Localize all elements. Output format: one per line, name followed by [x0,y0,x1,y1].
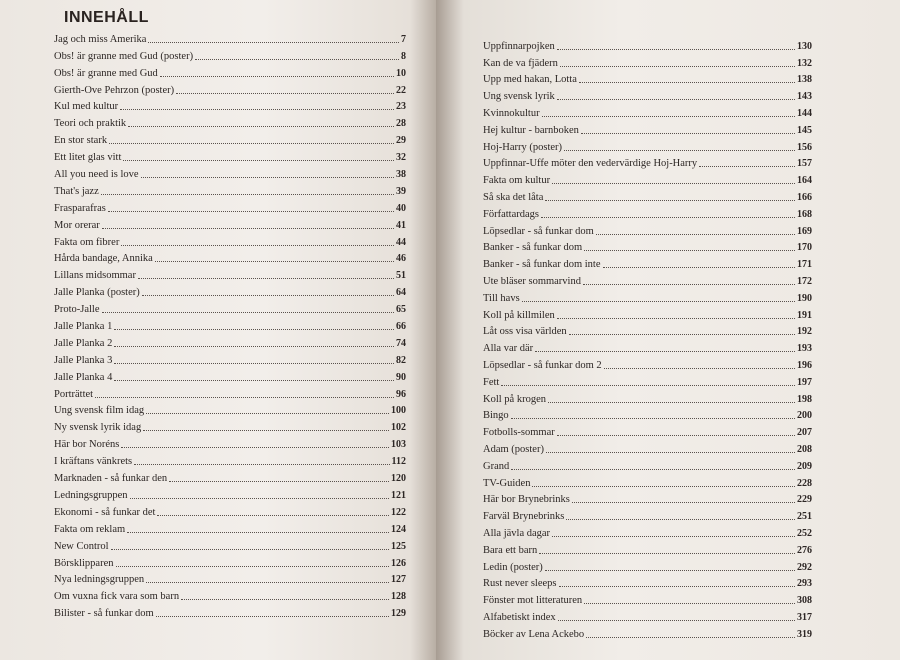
toc-entry [483,624,812,641]
toc-list-right [483,36,812,641]
dot-leader [557,49,795,50]
dot-leader [156,616,389,617]
toc-entry-page-number: 96 [396,388,406,400]
toc-entry-title: Proto-Jalle [54,304,100,316]
dot-leader [584,250,795,251]
toc-entry-page-number: 127 [391,574,406,586]
toc-entry-page-number: 29 [396,135,406,147]
toc-entry-page-number: 112 [391,456,406,468]
toc-entry [483,120,812,137]
dot-leader [128,126,394,127]
toc-entry-page-number: 100 [391,405,406,417]
toc-entry-page-number: 132 [797,57,812,69]
toc-entry-title: Löpsedlar - så funkar dom [483,225,594,237]
toc-entry-page-number: 64 [396,287,406,299]
toc-entry-title: TV-Guiden [483,477,531,489]
dot-leader [545,570,795,571]
dot-leader [532,486,795,487]
dot-leader [552,536,795,537]
toc-entry-page-number: 164 [797,175,812,187]
toc-entry-page-number: 209 [797,460,812,472]
toc-entry-title: Jalle Planka 4 [54,371,113,383]
toc-entry [54,350,406,367]
dot-leader [548,402,795,403]
toc-entry-page-number: 138 [797,74,812,86]
toc-entry-page-number: 193 [797,343,812,355]
toc-entry [483,271,812,288]
toc-entry-title: Ung svensk lyrik [483,91,555,103]
toc-entry-page-number: 196 [797,359,812,371]
toc-entry-page-number: 171 [797,259,812,271]
toc-entry-title: Gierth-Ove Pehrzon (poster) [54,84,175,96]
toc-entry-page-number: 207 [797,427,812,439]
toc-entry-page-number: 192 [797,326,812,338]
toc-entry-title: Låt oss visa världen [483,326,567,338]
toc-entry [54,265,406,282]
dot-leader [535,351,795,352]
toc-entry [483,456,812,473]
toc-entry-title: Kul med kultur [54,101,119,113]
toc-entry-title: Lillans midsommar [54,270,136,282]
toc-entry [483,305,812,322]
dot-leader [195,59,399,60]
dot-leader [114,363,394,364]
dot-leader [95,397,394,398]
toc-entry-page-number: 292 [797,561,812,573]
toc-entry-title: Jalle Planka 2 [54,337,113,349]
toc-entry-title: Grand [483,460,510,472]
toc-entry [54,519,406,536]
toc-entry-title: En stor stark [54,135,108,147]
toc-entry [483,322,812,339]
toc-entry [483,254,812,271]
toc-entry [54,130,406,147]
toc-entry [54,232,406,249]
toc-entry [54,97,406,114]
toc-entry [54,485,406,502]
toc-entry-page-number: 38 [396,169,406,181]
dot-leader [545,200,795,201]
toc-entry-page-number: 28 [396,118,406,130]
toc-entry [483,338,812,355]
toc-entry-title: Fotbolls-sommar [483,427,555,439]
toc-entry-page-number: 46 [396,253,406,265]
toc-entry [54,536,406,553]
toc-entry-page-number: 102 [391,422,406,434]
toc-entry-page-number: 319 [797,628,812,640]
toc-entry-title: Obs! är granne med Gud [54,67,158,79]
dot-leader [121,245,394,246]
toc-entry [483,137,812,154]
toc-entry [483,540,812,557]
dot-leader [584,603,795,604]
toc-entry-title: Adam (poster) [483,443,544,455]
toc-entry-page-number: 90 [396,371,406,383]
toc-entry-page-number: 252 [797,527,812,539]
dot-leader [581,133,795,134]
toc-entry-page-number: 103 [391,439,406,451]
toc-entry-page-number: 317 [797,611,812,623]
toc-entry [483,187,812,204]
toc-entry-title: Alfabetiskt index [483,611,556,623]
dot-leader [511,418,795,419]
toc-entry-title: Alla jävla dagar [483,527,551,539]
dot-leader [116,566,390,567]
toc-entry [54,164,406,181]
toc-entry-page-number: 200 [797,410,812,422]
toc-entry-title: Hej kultur - barnboken [483,124,579,136]
dot-leader [130,498,390,499]
toc-entry-title: Teori och praktik [54,118,127,130]
toc-entry-title: Fönster mot litteraturen [483,595,583,607]
toc-entry-title: Löpsedlar - så funkar dom 2 [483,359,602,371]
toc-entry-title: Alla var där [483,343,534,355]
left-page [0,0,436,660]
toc-entry [483,372,812,389]
toc-entry [54,299,406,316]
toc-entry-page-number: 276 [797,544,812,556]
toc-entry-page-number: 10 [396,67,406,79]
dot-leader [522,301,795,302]
toc-entry-title: Jalle Planka 3 [54,354,113,366]
toc-entry-page-number: 144 [797,107,812,119]
dot-leader [141,177,394,178]
toc-entry-title: Banker - så funkar dom [483,242,583,254]
toc-entry [54,29,406,46]
toc-entry [483,574,812,591]
toc-entry-title: Ny svensk lyrik idag [54,422,142,434]
toc-entry [54,603,406,620]
dot-leader [604,368,795,369]
dot-leader [114,346,394,347]
toc-entry-page-number: 170 [797,242,812,254]
toc-entry-page-number: 145 [797,124,812,136]
toc-entry-page-number: 251 [797,511,812,523]
toc-entry-page-number: 157 [797,158,812,170]
toc-entry-page-number: 130 [797,40,812,52]
toc-entry-title: Fett [483,376,500,388]
toc-entry-title: Mor orerar [54,219,100,231]
toc-entry-title: Rust never sleeps [483,578,557,590]
toc-entry [483,506,812,523]
toc-entry [54,63,406,80]
toc-entry-page-number: 74 [396,337,406,349]
toc-entry-page-number: 82 [396,354,406,366]
dot-leader [596,234,795,235]
toc-entry-title: Fakta om kultur [483,175,551,187]
dot-leader [560,66,795,67]
toc-entry-title: Jalle Planka (poster) [54,287,140,299]
dot-leader [121,447,389,448]
dot-leader [160,76,394,77]
dot-leader [138,278,394,279]
toc-entry-title: Frasparafras [54,202,106,214]
toc-entry [483,473,812,490]
toc-entry [483,523,812,540]
toc-entry-title: Om vuxna fick vara som barn [54,591,180,603]
toc-entry-title: Bilister - så funkar dom [54,608,154,620]
toc-entry-title: Uppfinnarpojken [483,40,555,52]
dot-leader [127,532,389,533]
toc-entry-page-number: 198 [797,393,812,405]
toc-entry-title: All you need is love [54,169,139,181]
toc-entry [483,288,812,305]
toc-entry [483,70,812,87]
toc-entry [483,86,812,103]
toc-entry-page-number: 22 [396,84,406,96]
toc-entry-page-number: 40 [396,202,406,214]
toc-entry-page-number: 156 [797,141,812,153]
toc-entry-title: Obs! är granne med Gud (poster) [54,50,194,62]
dot-leader [511,469,795,470]
toc-entry-page-number: 229 [797,494,812,506]
dot-leader [111,549,389,550]
toc-entry [483,490,812,507]
dot-leader [109,143,394,144]
toc-entry-title: Farväl Brynebrinks [483,511,565,523]
toc-entry-page-number: 128 [391,591,406,603]
toc-entry-title: Jalle Planka 1 [54,321,113,333]
dot-leader [557,318,795,319]
toc-entry-page-number: 51 [396,270,406,282]
toc-list-left [54,29,406,620]
toc-entry-title: Här bor Brynebrinks [483,494,570,506]
toc-entry-title: Bara ett barn [483,544,538,556]
toc-entry-page-number: 172 [797,275,812,287]
toc-entry-title: Ett litet glas vitt [54,152,122,164]
toc-entry-title: Kvinnokultur [483,107,540,119]
toc-entry [54,451,406,468]
toc-entry [54,113,406,130]
toc-entry-title: Bingo [483,410,509,422]
toc-entry-title: Uppfinnar-Uffe möter den vedervärdige Hoj-Harry [483,158,698,170]
toc-entry [54,316,406,333]
toc-entry-title: Porträttet [54,388,94,400]
dot-leader [541,217,795,218]
toc-entry [483,221,812,238]
dot-leader [101,194,394,195]
dot-leader [564,150,795,151]
toc-entry [483,439,812,456]
toc-entry-page-number: 129 [391,608,406,620]
toc-entry [483,389,812,406]
toc-entry-title: Här bor Noréns [54,439,120,451]
toc-entry-title: Ekonomi - så funkar det [54,506,156,518]
toc-entry [54,333,406,350]
toc-entry [54,147,406,164]
toc-entry-title: Fakta om fibrer [54,236,120,248]
toc-entry [54,468,406,485]
toc-entry-title: Hoj-Harry (poster) [483,141,563,153]
dot-leader [123,160,394,161]
dot-leader [181,599,389,600]
toc-entry-title: Koll på killmilen [483,309,555,321]
dot-leader [579,82,795,83]
toc-entry-page-number: 39 [396,185,406,197]
dot-leader [155,261,394,262]
toc-entry [483,590,812,607]
dot-leader [176,93,394,94]
toc-entry-title: I kräftans vänkrets [54,456,133,468]
toc-entry-page-number: 308 [797,595,812,607]
toc-entry-page-number: 166 [797,191,812,203]
toc-entry-title: Jag och miss Amerika [54,33,147,45]
toc-entry-page-number: 125 [391,540,406,552]
toc-entry [54,401,406,418]
dot-leader [557,435,795,436]
dot-leader [586,637,795,638]
toc-entry-title: Till havs [483,292,520,304]
dot-leader [566,519,795,520]
toc-entry-page-number: 44 [396,236,406,248]
dot-leader [572,502,795,503]
toc-entry [483,53,812,70]
dot-leader [603,267,795,268]
dot-leader [542,116,795,117]
toc-entry-title: Banker - så funkar dom inte [483,259,601,271]
toc-entry-title: Ledningsgruppen [54,489,128,501]
toc-entry-page-number: 293 [797,578,812,590]
toc-entry-page-number: 121 [391,489,406,501]
toc-entry [54,367,406,384]
dot-leader [157,515,389,516]
toc-entry-title: Börsklipparen [54,557,114,569]
toc-entry-title: Författardags [483,208,539,220]
toc-entry-title: Marknaden - så funkar den [54,473,168,485]
dot-leader [558,620,795,621]
dot-leader [146,582,389,583]
toc-entry-title: Ung svensk film idag [54,405,145,417]
toc-entry [483,204,812,221]
dot-leader [143,430,389,431]
toc-entry-title: Fakta om reklam [54,523,126,535]
toc-entry-page-number: 124 [391,523,406,535]
dot-leader [169,481,389,482]
toc-entry [54,46,406,63]
toc-entry [54,417,406,434]
toc-entry [54,282,406,299]
toc-entry-title: Kan de va fjädern [483,57,558,69]
toc-entry-page-number: 169 [797,225,812,237]
toc-entry [54,249,406,266]
toc-entry [483,238,812,255]
toc-entry [54,586,406,603]
toc-entry-page-number: 65 [396,304,406,316]
toc-entry-title: Hårda bandage, Annika [54,253,153,265]
dot-leader [120,109,394,110]
toc-entry-page-number: 228 [797,477,812,489]
toc-entry [54,553,406,570]
toc-entry-title: Koll på krogen [483,393,546,405]
dot-leader [102,228,394,229]
right-page [436,0,900,660]
toc-entry [483,422,812,439]
toc-entry-page-number: 197 [797,376,812,388]
dot-leader [108,211,394,212]
toc-entry-title: Upp med hakan, Lotta [483,74,577,86]
dot-leader [552,183,795,184]
toc-entry [483,406,812,423]
toc-entry-page-number: 191 [797,309,812,321]
toc-entry-page-number: 23 [396,101,406,113]
toc-entry [54,80,406,97]
toc-entry-title: Nya ledningsgruppen [54,574,145,586]
toc-entry [483,154,812,171]
dot-leader [557,99,795,100]
dot-leader [148,42,399,43]
toc-entry-page-number: 66 [396,321,406,333]
toc-entry [483,607,812,624]
toc-entry-title: Så ska det låta [483,191,544,203]
toc-entry [54,181,406,198]
toc-entry-title: Ute bläser sommarvind [483,275,581,287]
dot-leader [559,586,796,587]
toc-entry-title: New Control [54,540,109,552]
toc-entry-title: Ledin (poster) [483,561,543,573]
toc-entry-title: That's jazz [54,185,99,197]
toc-entry-page-number: 122 [391,506,406,518]
dot-leader [583,284,795,285]
dot-leader [539,553,795,554]
toc-entry [483,103,812,120]
toc-entry [483,36,812,53]
toc-entry-page-number: 168 [797,208,812,220]
toc-entry-page-number: 143 [797,91,812,103]
toc-entry [54,215,406,232]
toc-entry-page-number: 41 [396,219,406,231]
dot-leader [546,452,795,453]
toc-entry [54,570,406,587]
toc-entry-page-number: 120 [391,473,406,485]
toc-entry-page-number: 7 [401,33,406,45]
toc-entry [483,170,812,187]
toc-entry [54,198,406,215]
toc-entry [483,557,812,574]
toc-entry-page-number: 208 [797,443,812,455]
toc-entry-page-number: 8 [401,50,406,62]
dot-leader [134,464,389,465]
dot-leader [699,166,795,167]
toc-entry-page-number: 190 [797,292,812,304]
dot-leader [142,295,394,296]
toc-entry [54,384,406,401]
dot-leader [501,385,795,386]
dot-leader [114,380,394,381]
toc-entry [54,502,406,519]
dot-leader [146,413,389,414]
dot-leader [114,329,394,330]
page-title: INNEHÅLL [64,9,149,26]
toc-entry-page-number: 126 [391,557,406,569]
dot-leader [569,334,795,335]
toc-entry-page-number: 32 [396,152,406,164]
toc-entry [483,355,812,372]
dot-leader [102,312,395,313]
toc-entry-title: Böcker av Lena Ackebo [483,628,585,640]
toc-entry [54,434,406,451]
